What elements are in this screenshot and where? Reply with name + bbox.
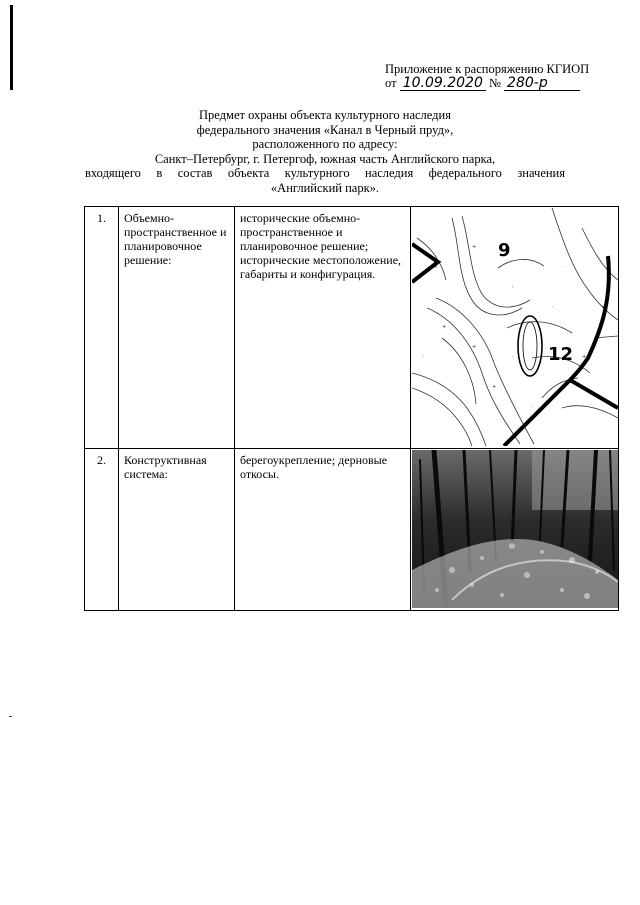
svg-text:+: + [602, 304, 607, 310]
table-row [85, 207, 619, 449]
appendix-header [385, 62, 615, 91]
svg-text:+: + [472, 344, 477, 350]
svg-text::: : [422, 354, 424, 360]
photo-cell [411, 449, 619, 611]
svg-text:·: · [597, 394, 599, 400]
svg-text:+: + [582, 354, 587, 360]
document-heading [40, 108, 610, 196]
svg-text:·: · [552, 304, 554, 310]
row-category: Конструктивная система: [119, 449, 235, 611]
row-description: берегоукрепление; дерновые откосы. [235, 449, 411, 611]
svg-text:+: + [442, 324, 447, 330]
svg-text:·+: ·+ [432, 264, 438, 270]
row-description: исторические объемно-пространственное и планировочное решение; исторические местоположение, габариты и конфигурация. [235, 207, 411, 449]
from-label: от [385, 76, 397, 90]
appendix-date-number-line [385, 76, 615, 91]
margin-scan-mark [10, 5, 13, 90]
heading-line-5: входящего в состав объекта культурного наследия федерального значения [85, 166, 565, 181]
svg-text:·: · [532, 404, 534, 410]
svg-text:+: + [492, 384, 497, 390]
heading-line-1: Предмет охраны объекта культурного наследия [199, 108, 451, 122]
order-number: 280-р [504, 77, 580, 91]
svg-text:·: · [562, 264, 564, 270]
site-plan-map [412, 208, 618, 446]
heading-line-4: Санкт–Петербург, г. Петергоф, южная часть Английского парка, [154, 151, 496, 166]
order-date: 10.09.2020 [400, 77, 486, 91]
svg-text:·: · [512, 354, 514, 360]
protection-subject-table [84, 206, 619, 611]
heading-line-6: «Английский парк». [270, 180, 380, 195]
appendix-title: Приложение к распоряжению КГИОП [385, 62, 590, 76]
svg-text:+: + [472, 244, 477, 250]
svg-text::: : [512, 284, 514, 290]
heading-line-2: федерального значения «Канал в Черный пруд», [196, 122, 454, 137]
number-label: № [488, 76, 501, 90]
row-number: 1. [85, 207, 119, 449]
table-row [85, 449, 619, 611]
map-label-9: 9 [498, 240, 511, 261]
scan-speck [9, 716, 12, 717]
row-category: Объемно-пространственное и планировочное решение: [119, 207, 235, 449]
map-label-12: 12 [548, 344, 574, 365]
svg-text:·: · [452, 414, 454, 420]
heading-line-3: расположенного по адресу: [252, 137, 398, 152]
map-cell [411, 207, 619, 449]
row-number: 2. [85, 449, 119, 611]
canal-bank-photo [412, 450, 618, 608]
